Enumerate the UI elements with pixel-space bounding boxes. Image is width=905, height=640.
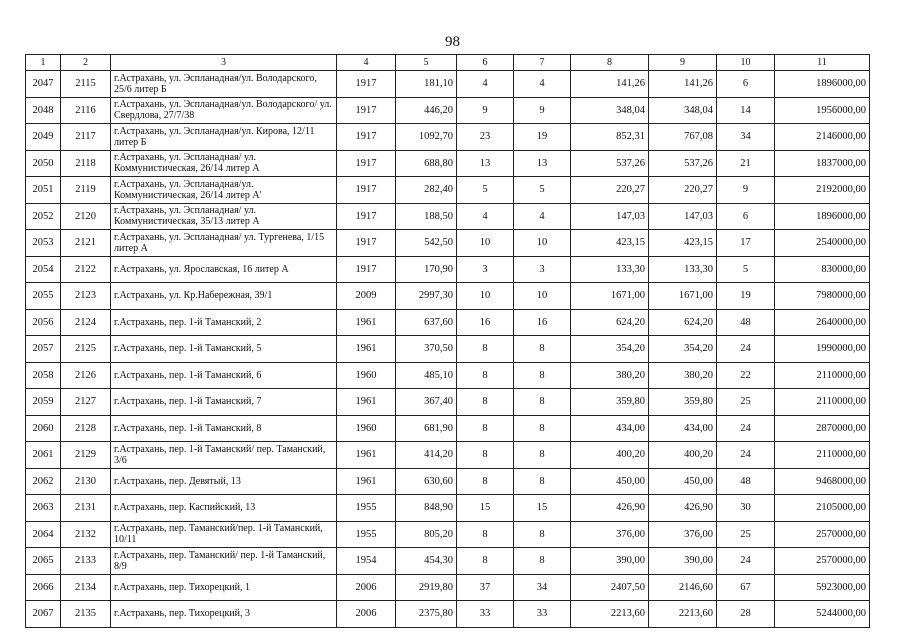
cost-value-cell: 1837000,00 [775, 150, 870, 177]
col-6-value-cell: 4 [457, 203, 514, 230]
table-row [26, 150, 870, 177]
object-number-cell: 2135 [61, 601, 111, 628]
col-7-value-cell: 8 [514, 362, 571, 389]
row-number-cell: 2067 [26, 601, 61, 628]
col-10-value-cell: 48 [717, 468, 775, 495]
table-row [26, 495, 870, 522]
object-number-cell: 2120 [61, 203, 111, 230]
col-6-value-cell: 8 [457, 468, 514, 495]
col-6-value-cell: 9 [457, 97, 514, 124]
col-9-area-cell: 2213,60 [649, 601, 717, 628]
col-10-value-cell: 34 [717, 124, 775, 151]
row-number-cell: 2066 [26, 574, 61, 601]
col-9-area-cell: 359,80 [649, 389, 717, 416]
address-cell: г.Астрахань, ул. Эспланадная/ ул. Тургенева, 1/15 литер А [111, 230, 337, 257]
column-header-4: 4 [337, 55, 396, 71]
address-cell: г.Астрахань, ул. Кр.Набережная, 39/1 [111, 283, 337, 310]
column-header-3: 3 [111, 55, 337, 71]
total-area-cell: 367,40 [396, 389, 457, 416]
cost-value-cell: 2110000,00 [775, 442, 870, 469]
row-number-cell: 2057 [26, 336, 61, 363]
col-8-area-cell: 133,30 [571, 256, 649, 283]
address-cell: г.Астрахань, пер. 1-й Таманский, 2 [111, 309, 337, 336]
cost-value-cell: 830000,00 [775, 256, 870, 283]
col-9-area-cell: 141,26 [649, 71, 717, 98]
address-cell: г.Астрахань, пер. Тихорецкий, 1 [111, 574, 337, 601]
col-9-area-cell: 220,27 [649, 177, 717, 204]
col-6-value-cell: 10 [457, 283, 514, 310]
row-number-cell: 2054 [26, 256, 61, 283]
year-built-cell: 1961 [337, 468, 396, 495]
row-number-cell: 2062 [26, 468, 61, 495]
column-header-2: 2 [61, 55, 111, 71]
col-9-area-cell: 400,20 [649, 442, 717, 469]
table-row [26, 442, 870, 469]
total-area-cell: 542,50 [396, 230, 457, 257]
year-built-cell: 1961 [337, 442, 396, 469]
col-10-value-cell: 48 [717, 309, 775, 336]
object-number-cell: 2127 [61, 389, 111, 416]
col-7-value-cell: 13 [514, 150, 571, 177]
object-number-cell: 2119 [61, 177, 111, 204]
total-area-cell: 188,50 [396, 203, 457, 230]
total-area-cell: 681,90 [396, 415, 457, 442]
object-number-cell: 2126 [61, 362, 111, 389]
row-number-cell: 2056 [26, 309, 61, 336]
table-row [26, 362, 870, 389]
col-7-value-cell: 8 [514, 415, 571, 442]
year-built-cell: 1917 [337, 203, 396, 230]
cost-value-cell: 1896000,00 [775, 71, 870, 98]
address-cell: г.Астрахань, пер. 1-й Таманский, 6 [111, 362, 337, 389]
col-6-value-cell: 4 [457, 71, 514, 98]
object-number-cell: 2129 [61, 442, 111, 469]
table-row [26, 124, 870, 151]
col-8-area-cell: 348,04 [571, 97, 649, 124]
cost-value-cell: 2870000,00 [775, 415, 870, 442]
col-7-value-cell: 9 [514, 97, 571, 124]
address-cell: г.Астрахань, пер. Каспийский, 13 [111, 495, 337, 522]
col-7-value-cell: 3 [514, 256, 571, 283]
col-8-area-cell: 2213,60 [571, 601, 649, 628]
col-10-value-cell: 28 [717, 601, 775, 628]
col-10-value-cell: 24 [717, 548, 775, 575]
total-area-cell: 446,20 [396, 97, 457, 124]
total-area-cell: 2375,80 [396, 601, 457, 628]
col-8-area-cell: 354,20 [571, 336, 649, 363]
col-8-area-cell: 537,26 [571, 150, 649, 177]
col-7-value-cell: 34 [514, 574, 571, 601]
col-8-area-cell: 426,90 [571, 495, 649, 522]
col-8-area-cell: 852,31 [571, 124, 649, 151]
col-10-value-cell: 24 [717, 442, 775, 469]
col-10-value-cell: 25 [717, 521, 775, 548]
cost-value-cell: 2640000,00 [775, 309, 870, 336]
cost-value-cell: 1990000,00 [775, 336, 870, 363]
cost-value-cell: 2110000,00 [775, 389, 870, 416]
table-body [26, 71, 870, 628]
col-9-area-cell: 376,00 [649, 521, 717, 548]
col-9-area-cell: 133,30 [649, 256, 717, 283]
address-cell: г.Астрахань, ул. Эспланадная/ул. Коммунистическая, 26/14 литер А' [111, 177, 337, 204]
col-6-value-cell: 13 [457, 150, 514, 177]
table-row [26, 548, 870, 575]
column-header-9: 9 [649, 55, 717, 71]
column-header-5: 5 [396, 55, 457, 71]
col-8-area-cell: 220,27 [571, 177, 649, 204]
col-9-area-cell: 450,00 [649, 468, 717, 495]
col-6-value-cell: 8 [457, 362, 514, 389]
total-area-cell: 485,10 [396, 362, 457, 389]
col-7-value-cell: 8 [514, 521, 571, 548]
col-8-area-cell: 1671,00 [571, 283, 649, 310]
cost-value-cell: 2146000,00 [775, 124, 870, 151]
column-header-row [26, 55, 870, 71]
object-number-cell: 2131 [61, 495, 111, 522]
col-7-value-cell: 5 [514, 177, 571, 204]
col-6-value-cell: 8 [457, 389, 514, 416]
col-8-area-cell: 450,00 [571, 468, 649, 495]
address-cell: г.Астрахань, ул. Эспланадная/ ул. Коммунистическая, 35/13 литер А [111, 203, 337, 230]
year-built-cell: 1917 [337, 97, 396, 124]
table-row [26, 203, 870, 230]
table-row [26, 283, 870, 310]
address-cell: г.Астрахань, ул. Ярославская, 16 литер А [111, 256, 337, 283]
year-built-cell: 1961 [337, 336, 396, 363]
table-row [26, 230, 870, 257]
col-10-value-cell: 6 [717, 203, 775, 230]
object-number-cell: 2115 [61, 71, 111, 98]
cost-value-cell: 2192000,00 [775, 177, 870, 204]
table-row [26, 256, 870, 283]
total-area-cell: 2919,80 [396, 574, 457, 601]
row-number-cell: 2050 [26, 150, 61, 177]
col-6-value-cell: 8 [457, 521, 514, 548]
table-row [26, 177, 870, 204]
object-number-cell: 2128 [61, 415, 111, 442]
col-8-area-cell: 380,20 [571, 362, 649, 389]
year-built-cell: 1917 [337, 71, 396, 98]
cost-value-cell: 1956000,00 [775, 97, 870, 124]
object-number-cell: 2116 [61, 97, 111, 124]
address-cell: г.Астрахань, пер. Девятый, 13 [111, 468, 337, 495]
total-area-cell: 454,30 [396, 548, 457, 575]
table-row [26, 415, 870, 442]
col-10-value-cell: 5 [717, 256, 775, 283]
col-7-value-cell: 8 [514, 442, 571, 469]
property-table [25, 54, 870, 628]
total-area-cell: 2997,30 [396, 283, 457, 310]
col-9-area-cell: 426,90 [649, 495, 717, 522]
cost-value-cell: 2105000,00 [775, 495, 870, 522]
col-8-area-cell: 147,03 [571, 203, 649, 230]
col-10-value-cell: 22 [717, 362, 775, 389]
col-6-value-cell: 33 [457, 601, 514, 628]
col-10-value-cell: 30 [717, 495, 775, 522]
cost-value-cell: 2110000,00 [775, 362, 870, 389]
row-number-cell: 2064 [26, 521, 61, 548]
col-6-value-cell: 5 [457, 177, 514, 204]
col-8-area-cell: 359,80 [571, 389, 649, 416]
col-9-area-cell: 380,20 [649, 362, 717, 389]
row-number-cell: 2065 [26, 548, 61, 575]
col-10-value-cell: 19 [717, 283, 775, 310]
year-built-cell: 1955 [337, 495, 396, 522]
total-area-cell: 630,60 [396, 468, 457, 495]
column-header-10: 10 [717, 55, 775, 71]
column-header-7: 7 [514, 55, 571, 71]
row-number-cell: 2049 [26, 124, 61, 151]
col-10-value-cell: 14 [717, 97, 775, 124]
col-9-area-cell: 767,08 [649, 124, 717, 151]
total-area-cell: 370,50 [396, 336, 457, 363]
cost-value-cell: 2540000,00 [775, 230, 870, 257]
row-number-cell: 2058 [26, 362, 61, 389]
col-7-value-cell: 8 [514, 389, 571, 416]
col-9-area-cell: 1671,00 [649, 283, 717, 310]
address-cell: г.Астрахань, пер. 1-й Таманский/ пер. Таманский, 3/6 [111, 442, 337, 469]
col-10-value-cell: 17 [717, 230, 775, 257]
col-7-value-cell: 8 [514, 468, 571, 495]
total-area-cell: 805,20 [396, 521, 457, 548]
year-built-cell: 1961 [337, 309, 396, 336]
col-10-value-cell: 24 [717, 415, 775, 442]
address-cell: г.Астрахань, пер. Таманский/пер. 1-й Таманский, 10/11 [111, 521, 337, 548]
col-7-value-cell: 4 [514, 203, 571, 230]
year-built-cell: 2009 [337, 283, 396, 310]
table-row [26, 97, 870, 124]
address-cell: г.Астрахань, ул. Эспланадная/ ул. Коммунистическая, 26/14 литер А [111, 150, 337, 177]
total-area-cell: 1092,70 [396, 124, 457, 151]
row-number-cell: 2047 [26, 71, 61, 98]
col-7-value-cell: 8 [514, 548, 571, 575]
total-area-cell: 848,90 [396, 495, 457, 522]
object-number-cell: 2122 [61, 256, 111, 283]
total-area-cell: 170,90 [396, 256, 457, 283]
row-number-cell: 2053 [26, 230, 61, 257]
table-row [26, 71, 870, 98]
address-cell: г.Астрахань, пер. 1-й Таманский, 5 [111, 336, 337, 363]
row-number-cell: 2063 [26, 495, 61, 522]
col-7-value-cell: 4 [514, 71, 571, 98]
col-7-value-cell: 8 [514, 336, 571, 363]
year-built-cell: 1917 [337, 150, 396, 177]
col-8-area-cell: 390,00 [571, 548, 649, 575]
object-number-cell: 2117 [61, 124, 111, 151]
cost-value-cell: 5923000,00 [775, 574, 870, 601]
object-number-cell: 2132 [61, 521, 111, 548]
year-built-cell: 1954 [337, 548, 396, 575]
address-cell: г.Астрахань, ул. Эспланадная/ул. Кирова, 12/11 литер Б [111, 124, 337, 151]
col-10-value-cell: 9 [717, 177, 775, 204]
col-7-value-cell: 10 [514, 283, 571, 310]
col-10-value-cell: 24 [717, 336, 775, 363]
cost-value-cell: 2570000,00 [775, 521, 870, 548]
col-6-value-cell: 3 [457, 256, 514, 283]
row-number-cell: 2060 [26, 415, 61, 442]
col-10-value-cell: 25 [717, 389, 775, 416]
col-8-area-cell: 141,26 [571, 71, 649, 98]
object-number-cell: 2124 [61, 309, 111, 336]
col-9-area-cell: 2146,60 [649, 574, 717, 601]
col-6-value-cell: 37 [457, 574, 514, 601]
col-6-value-cell: 23 [457, 124, 514, 151]
total-area-cell: 688,80 [396, 150, 457, 177]
year-built-cell: 1960 [337, 415, 396, 442]
col-6-value-cell: 8 [457, 442, 514, 469]
cost-value-cell: 1896000,00 [775, 203, 870, 230]
column-header-1: 1 [26, 55, 61, 71]
col-9-area-cell: 348,04 [649, 97, 717, 124]
row-number-cell: 2051 [26, 177, 61, 204]
col-7-value-cell: 10 [514, 230, 571, 257]
table-row [26, 389, 870, 416]
object-number-cell: 2125 [61, 336, 111, 363]
row-number-cell: 2059 [26, 389, 61, 416]
col-8-area-cell: 376,00 [571, 521, 649, 548]
col-6-value-cell: 15 [457, 495, 514, 522]
row-number-cell: 2061 [26, 442, 61, 469]
year-built-cell: 1961 [337, 389, 396, 416]
col-9-area-cell: 147,03 [649, 203, 717, 230]
col-10-value-cell: 21 [717, 150, 775, 177]
total-area-cell: 414,20 [396, 442, 457, 469]
col-7-value-cell: 16 [514, 309, 571, 336]
table-row [26, 601, 870, 628]
object-number-cell: 2118 [61, 150, 111, 177]
object-number-cell: 2133 [61, 548, 111, 575]
column-header-11: 11 [775, 55, 870, 71]
table-row [26, 574, 870, 601]
address-cell: г.Астрахань, пер. 1-й Таманский, 8 [111, 415, 337, 442]
col-9-area-cell: 390,00 [649, 548, 717, 575]
year-built-cell: 1960 [337, 362, 396, 389]
col-10-value-cell: 67 [717, 574, 775, 601]
object-number-cell: 2121 [61, 230, 111, 257]
object-number-cell: 2123 [61, 283, 111, 310]
col-7-value-cell: 15 [514, 495, 571, 522]
address-cell: г.Астрахань, ул. Эспланадная/ул. Володарского, 25/6 литер Б [111, 71, 337, 98]
col-8-area-cell: 400,20 [571, 442, 649, 469]
year-built-cell: 1917 [337, 124, 396, 151]
total-area-cell: 282,40 [396, 177, 457, 204]
total-area-cell: 181,10 [396, 71, 457, 98]
row-number-cell: 2052 [26, 203, 61, 230]
address-cell: г.Астрахань, пер. Таманский/ пер. 1-й Таманский, 8/9 [111, 548, 337, 575]
col-7-value-cell: 19 [514, 124, 571, 151]
col-6-value-cell: 8 [457, 415, 514, 442]
table-row [26, 336, 870, 363]
col-6-value-cell: 16 [457, 309, 514, 336]
col-9-area-cell: 537,26 [649, 150, 717, 177]
col-6-value-cell: 8 [457, 336, 514, 363]
col-6-value-cell: 10 [457, 230, 514, 257]
col-9-area-cell: 423,15 [649, 230, 717, 257]
year-built-cell: 1917 [337, 177, 396, 204]
col-9-area-cell: 354,20 [649, 336, 717, 363]
col-10-value-cell: 6 [717, 71, 775, 98]
col-8-area-cell: 434,00 [571, 415, 649, 442]
column-header-6: 6 [457, 55, 514, 71]
table-row [26, 521, 870, 548]
cost-value-cell: 2570000,00 [775, 548, 870, 575]
col-9-area-cell: 624,20 [649, 309, 717, 336]
column-header-8: 8 [571, 55, 649, 71]
page-number: 98 [445, 34, 460, 50]
cost-value-cell: 5244000,00 [775, 601, 870, 628]
year-built-cell: 1917 [337, 256, 396, 283]
cost-value-cell: 9468000,00 [775, 468, 870, 495]
year-built-cell: 2006 [337, 574, 396, 601]
address-cell: г.Астрахань, пер. Тихорецкий, 3 [111, 601, 337, 628]
year-built-cell: 2006 [337, 601, 396, 628]
col-7-value-cell: 33 [514, 601, 571, 628]
col-6-value-cell: 8 [457, 548, 514, 575]
year-built-cell: 1955 [337, 521, 396, 548]
row-number-cell: 2048 [26, 97, 61, 124]
table-row [26, 468, 870, 495]
year-built-cell: 1917 [337, 230, 396, 257]
cost-value-cell: 7980000,00 [775, 283, 870, 310]
object-number-cell: 2130 [61, 468, 111, 495]
table-row [26, 309, 870, 336]
col-8-area-cell: 624,20 [571, 309, 649, 336]
address-cell: г.Астрахань, пер. 1-й Таманский, 7 [111, 389, 337, 416]
object-number-cell: 2134 [61, 574, 111, 601]
col-8-area-cell: 2407,50 [571, 574, 649, 601]
address-cell: г.Астрахань, ул. Эспланадная/ул. Володарского/ ул. Свердлова, 27/7/38 [111, 97, 337, 124]
col-8-area-cell: 423,15 [571, 230, 649, 257]
total-area-cell: 637,60 [396, 309, 457, 336]
col-9-area-cell: 434,00 [649, 415, 717, 442]
row-number-cell: 2055 [26, 283, 61, 310]
